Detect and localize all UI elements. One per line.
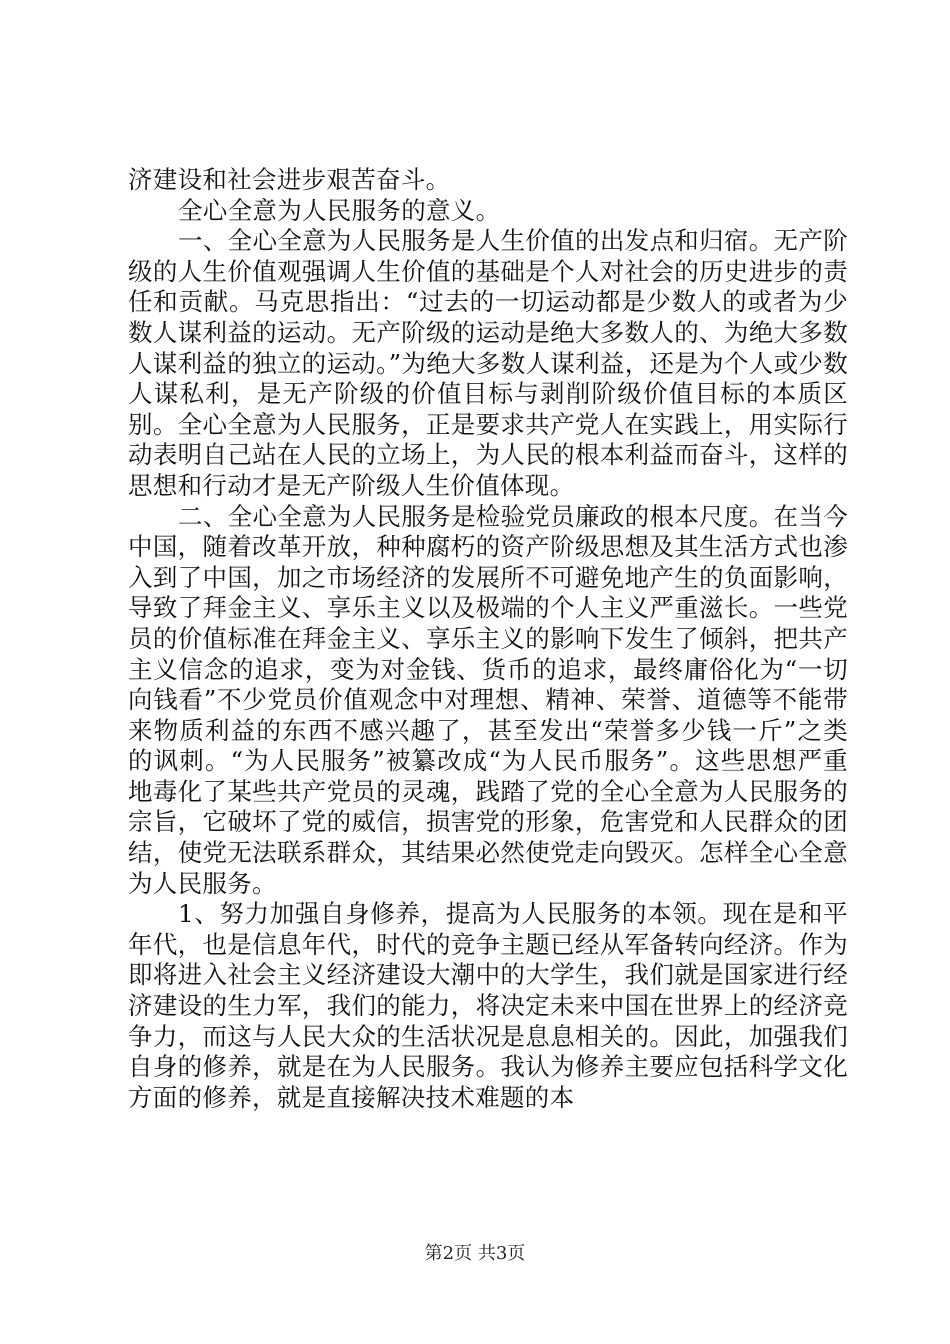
paragraph-4: 二、全心全意为人民服务是检验党员廉政的根本尺度。在当今中国，随着改革开放，种种腐朽的资产阶级思想及其生活方式也渗入到了中国，加之市场经济的发展所不可避免地产生的负面影响，导致了拜金主义、享乐主义以及极端的个人主义严重滋长。一些党员的价值标准在拜金主义、享乐主义的影响下发生了倾斜，把共产主义信念的追求，变为对金钱、货币的追求，最终庸俗化为“一切向钱看”不少党员价值观念中对理想、精神、荣誉、道德等不能带来物质利益的东西不感兴趣了，甚至发出“荣誉多少钱一斤”之类的讽刺。“为人民服务”被纂改成“为人民币服务”。这些思想严重地毒化了某些共产党员的灵魂，践踏了党的全心全意为人民服务的宗旨，它破坏了党的威信，损害党的形象，危害党和人民群众的团结，使党无法联系群众，其结果必然使党走向毁灭。怎样全心全意为人民服务。 (128, 501, 848, 898)
paragraph-3: 一、全心全意为人民服务是人生价值的出发点和归宿。无产阶级的人生价值观强调人生价值的基础是个人对社会的历史进步的责任和贡献。马克思指出：“过去的一切运动都是少数人的或者为少数人谋利益的运动。无产阶级的运动是绝大多数人的、为绝大多数人谋利益的独立的运动。”为绝大多数人谋利益，还是为个人或少数人谋私利，是无产阶级的价值目标与剥削阶级价值目标的本质区别。全心全意为人民服务，正是要求共产党人在实践上，用实际行动表明自己站在人民的立场上，为人民的根本利益而奋斗，这样的思想和行动才是无产阶级人生价值体现。 (128, 226, 848, 500)
paragraph-2: 全心全意为人民服务的意义。 (178, 195, 501, 225)
document-body (128, 165, 848, 1113)
page-number-footer: 第2页 共3页 (424, 1243, 526, 1264)
paragraph-1: 济建设和社会进步艰苦奋斗。 (128, 165, 451, 194)
paragraph-5: 1、努力加强自身修养，提高为人民服务的本领。现在是和平年代，也是信息年代，时代的竞争主题已经从军备转向经济。作为即将进入社会主义经济建设大潮中的大学生，我们就是国家进行经济建设的生力军，我们的能力，将决定未来中国在世界上的经济竞争力，而这与人民大众的生活状况是息息相关的。因此，加强我们自身的修养，就是在为人民服务。我认为修养主要应包括科学文化方面的修养，就是直接解决技术难题的本 (128, 899, 848, 1112)
